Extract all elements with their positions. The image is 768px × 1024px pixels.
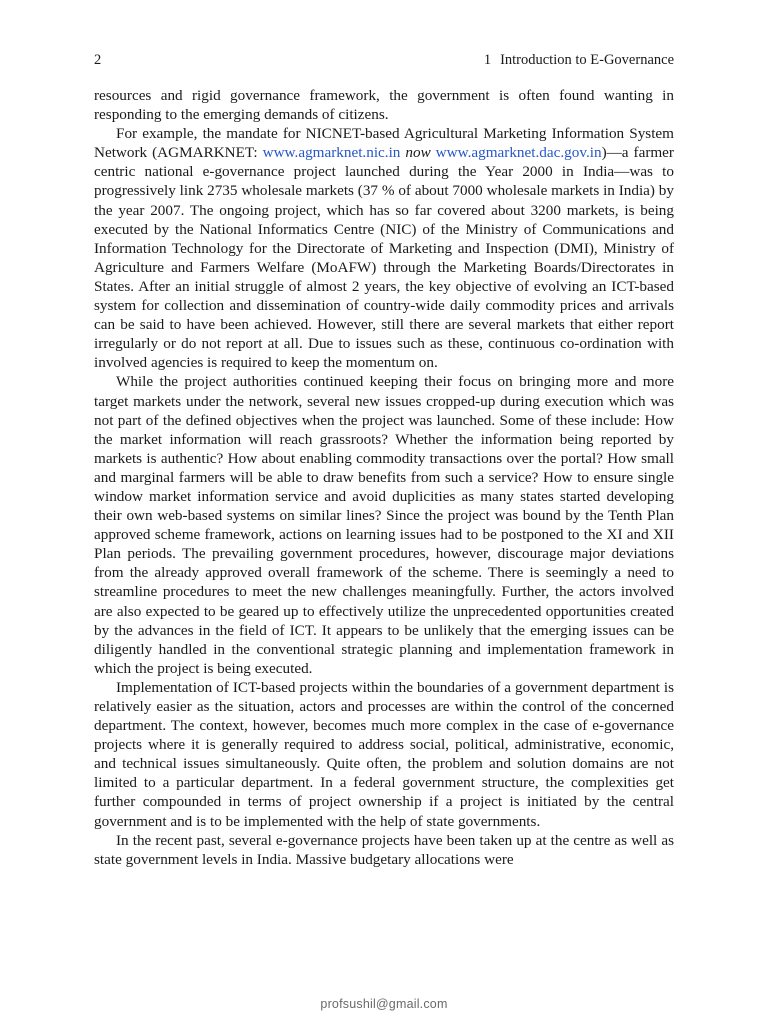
agmarknet-dac-link[interactable]: www.agmarknet.dac.gov.in xyxy=(435,144,602,162)
paragraph-0: resources and rigid governance framework, the government is often found wanting in responding to the emerging demands of citizens. xyxy=(94,87,674,124)
chapter-title: Introduction to E-Governance xyxy=(500,52,674,68)
footer-email: profsushil@gmail.com xyxy=(320,997,448,1011)
running-title xyxy=(484,50,674,70)
paragraph-2: While the project authorities continued keeping their focus on bringing more and more target markets under the network, several new issues cropped-up during execution which was not part of the defined objectives when the project was launched. Some of these include: How the market information will reach grassroots? Whether the information being reported by markets is authentic? How about enabling commodity transactions over the portal? How small and marginal farmers will be able to draw benefits from such a service? How to ensure single window market information service and avoid duplicities as many states started developing their own web-based systems on similar lines? Since the project was bound by the Tenth Plan approved scheme framework, actions on learning issues had to be postponed to the XI and XII Plan periods. The prevailing government procedures, however, discourage major deviations from the already approved overall framework of the scheme. There is seemingly a need to streamline procedures to meet the new challenges meaningfully. Further, the actors involved are also expected to be geared up to effectively utilize the unprecedented opportunities created by the advances in the field of ICT. It appears to be unlikely that the emerging issues can be diligently handled in the conventional strategic planning and implementation framework in which the project is being executed. xyxy=(94,373,674,677)
now-italic: now xyxy=(405,144,431,162)
paragraph-3: Implementation of ICT-based projects within the boundaries of a government department is relatively easier as the situation, actors and processes are within the control of the concerned department. The context, however, becomes much more complex in the case of e-governance projects where it is generally required to address social, political, administrative, economic, and technical issues simultaneously. Quite often, the problem and solution domains are not limited to a particular department. In a federal government structure, the complexities get further compounded in terms of project ownership if a project is initiated by the central government and is to be implemented with the help of state governments. xyxy=(94,678,674,830)
page-header xyxy=(94,50,674,70)
paragraph-1 xyxy=(94,124,674,372)
paragraph-1-text-end: )—a farmer centric national e-governance project launched during the Year 2000 in India—was to progressively link 2735 wholesale markets (37 % of about 7000 wholesale markets in India) by the year 2007. The ongoing project, which has so far covered about 3200 markets, is being executed by the National Informatics Centre (NIC) of the Ministry of Communications and Information Technology for the Directorate of Marketing and Inspection (DMI), Ministry of Agriculture and Farmers Welfare (MoAFW) through the Marketing Boards/Directorates in States. After an initial struggle of almost 2 years, the key objective of evolving an ICT-based system for collection and dissemination of country-wide daily commodity prices and arrivals can be said to have been achieved. However, still there are several markets that either report irregularly or do not report at all. Due to issues such as these, continuous co-ordination with involved agencies is required to keep the momentum on. xyxy=(94,144,674,372)
paragraph-4: In the recent past, several e-governance projects have been taken up at the centre as well as state government levels in India. Massive budgetary allocations were xyxy=(94,831,674,868)
agmarknet-nic-link[interactable]: www.agmarknet.nic.in xyxy=(262,144,401,162)
paragraph-1-text-start: For example, the mandate for NICNET-based Agricultural Marketing Information System Network (AGMARKNET: xyxy=(94,125,674,162)
body-text xyxy=(94,86,674,869)
chapter-number: 1 xyxy=(483,52,492,68)
page-number: 2 xyxy=(94,52,102,68)
